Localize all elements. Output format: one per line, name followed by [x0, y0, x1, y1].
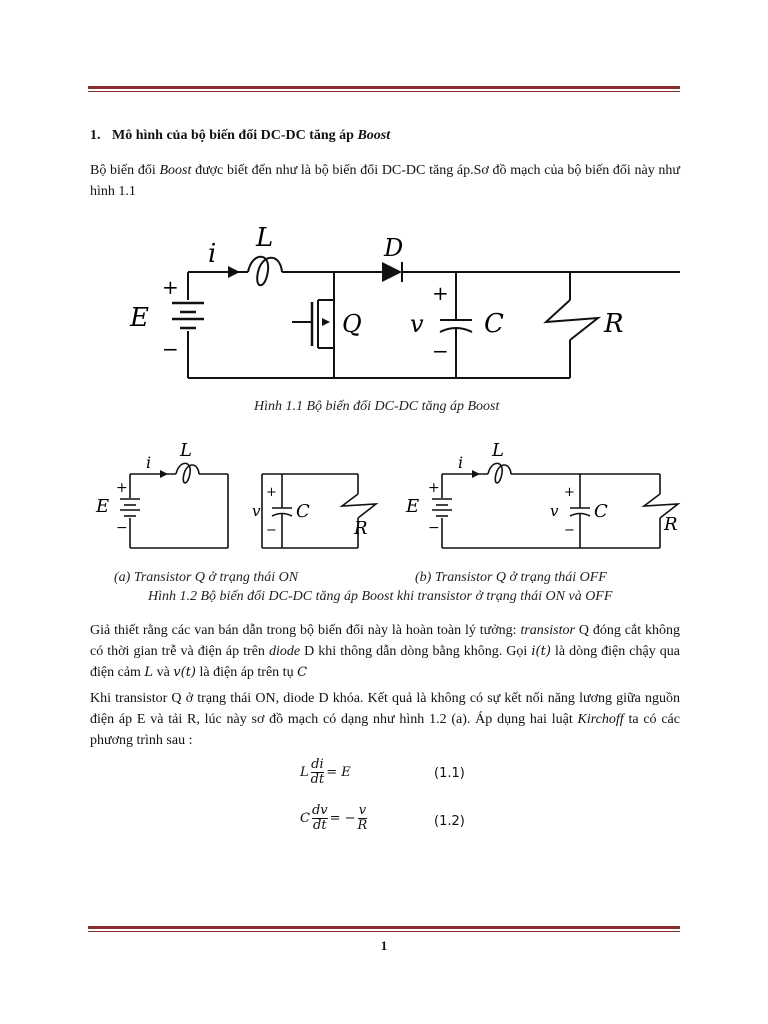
- fig1-label-minus: −: [162, 337, 179, 361]
- p2-text-3: D khi thông dẫn dòng bằng không. Gọi: [300, 644, 532, 659]
- section-title: Mô hình của bộ biến đổi DC-DC tăng áp: [112, 128, 358, 143]
- p2-text-1: Giả thiết rằng các van bán dẫn trong bộ biến đổi này là hoàn toàn lý tưởng:: [90, 623, 521, 638]
- p2-text-5: và: [153, 665, 174, 680]
- fig2b-label-plus: +: [428, 480, 440, 496]
- eq1-lhs: L: [300, 765, 309, 780]
- assumption-paragraph: [90, 620, 680, 683]
- page-number: 1: [380, 938, 388, 953]
- fig2b-label-E: E: [406, 496, 420, 517]
- eq1-num: di: [311, 757, 324, 772]
- fig1-label-C: C: [484, 309, 504, 339]
- p3-text-2: ta có các phương trình sau :: [90, 712, 680, 748]
- fig1-label-v: v: [410, 310, 424, 338]
- fig1-label-L: L: [256, 223, 274, 253]
- intro-text-2: được biết đến như là bộ biến đổi DC-DC tăng áp.Sơ đồ mạch của bộ biến đổi này như hình 1.1: [90, 163, 681, 199]
- p2-text-2: Q đóng cắt không có thời gian trễ và điện áp trên: [90, 623, 680, 659]
- fig1-label-Q: Q: [342, 310, 362, 338]
- fig1-label-plus: +: [162, 275, 179, 299]
- p2-transistor: transistor: [520, 623, 575, 638]
- eq2-lhs: C: [300, 811, 310, 826]
- figure-1-2-caption: Hình 1.2 Bộ biến đổi DC-DC tăng áp Boost khi transistor ở trạng thái ON và OFF: [148, 589, 613, 604]
- eq2-den: dt: [313, 818, 327, 833]
- fig1-label-E: E: [130, 303, 149, 333]
- eq2-rnum: v: [358, 803, 367, 818]
- figure-1-2b-caption: (b) Transistor Q ở trạng thái OFF: [415, 570, 607, 585]
- fig2b-label-minus: −: [428, 520, 440, 536]
- figure-1-2a-caption: (a) Transistor Q ở trạng thái ON: [114, 570, 299, 585]
- fig2a-label-cap-minus: −: [266, 523, 277, 538]
- fig2a-label-i: i: [146, 453, 152, 472]
- eq2-num: dv: [311, 803, 328, 818]
- eq2-rden: R: [357, 818, 368, 833]
- fig2b-label-C: C: [594, 501, 608, 522]
- fig2b-label-cap-plus: +: [564, 485, 575, 500]
- fig1-label-cap-minus: −: [432, 339, 449, 363]
- p2-math-v: v(t): [173, 665, 196, 680]
- fig2b-label-L: L: [492, 440, 504, 461]
- fig2a-label-plus: +: [116, 480, 128, 496]
- eq1-rhs: = E: [326, 765, 351, 780]
- fig2b-label-R: R: [664, 514, 678, 535]
- kirchoff-paragraph: [90, 688, 680, 751]
- fig1-label-i: i: [208, 239, 217, 269]
- equation-1-2: [300, 804, 369, 833]
- figure-1-1-caption: Hình 1.1 Bộ biến đổi DC-DC tăng áp Boost: [254, 399, 500, 414]
- fig2a-label-E: E: [96, 496, 110, 517]
- fig2a-label-v: v: [252, 502, 261, 520]
- section-number: 1.: [90, 128, 101, 143]
- intro-text-1: Bộ biến đổi: [90, 163, 160, 178]
- footer-rule: [88, 926, 680, 932]
- p2-math-L: L: [144, 665, 154, 680]
- eq2-rhs: = −: [329, 811, 356, 826]
- fig2b-label-v: v: [550, 502, 559, 520]
- fig2a-label-R: R: [354, 518, 368, 539]
- fig2a-label-minus: −: [116, 520, 128, 536]
- equation-1-1: [300, 758, 351, 787]
- fig2b-label-i: i: [458, 453, 464, 472]
- fig2a-label-cap-plus: +: [266, 485, 277, 500]
- fig2a-label-C: C: [296, 501, 310, 522]
- section-title-italic: Boost: [357, 128, 391, 143]
- p2-text-6: là điện áp trên tụ: [196, 665, 298, 680]
- fig2a-label-L: L: [180, 440, 192, 461]
- p3-text-1: Khi transistor Q ở trạng thái ON, diode D khóa. Kết quả là không có sự kết nối năng lương giữa nguồn điện áp E và tải R, lúc này sơ đồ mạch có dạng như hình 1.2 (a). Áp dụng hai luật: [90, 691, 680, 727]
- p2-math-C: C: [297, 665, 308, 680]
- fig2b-label-cap-minus: −: [564, 523, 575, 538]
- equation-1-1-label: (1.1): [434, 766, 465, 781]
- p3-kirchoff: Kirchoff: [577, 712, 624, 727]
- p2-diode: diode: [268, 644, 301, 659]
- p2-text-4: là dòng điện chậy qua điện cảm: [90, 644, 680, 680]
- p2-math-i: i(t): [531, 644, 551, 659]
- fig1-label-cap-plus: +: [432, 281, 449, 305]
- intro-text-boost: Boost: [159, 163, 192, 178]
- fig1-label-R: R: [604, 309, 624, 339]
- eq1-den: dt: [310, 772, 325, 787]
- fig1-label-D: D: [384, 234, 404, 262]
- equation-1-2-label: (1.2): [434, 814, 465, 829]
